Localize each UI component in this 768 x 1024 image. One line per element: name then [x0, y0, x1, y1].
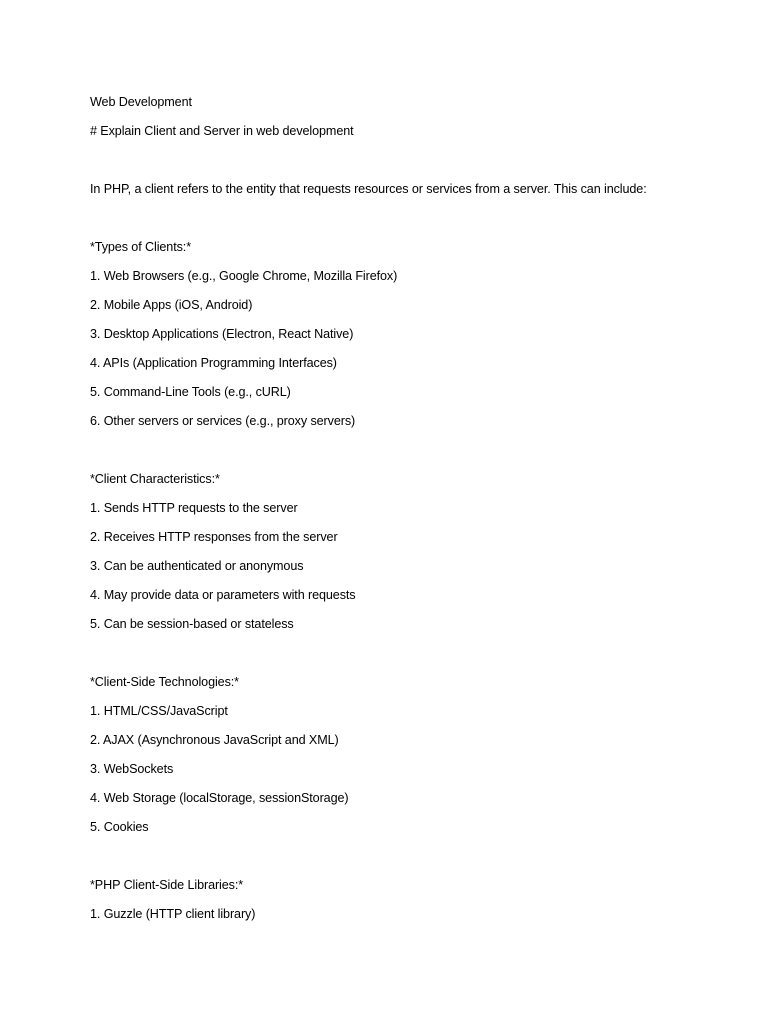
list-item: 5. Cookies [90, 820, 149, 834]
list-item: 5. Command-Line Tools (e.g., cURL) [90, 385, 291, 399]
list-item: 5. Can be session-based or stateless [90, 617, 294, 631]
list-item: 6. Other servers or services (e.g., proxy servers) [90, 414, 356, 428]
list-item: 1. Sends HTTP requests to the server [90, 501, 298, 515]
list-item: 3. Desktop Applications (Electron, React Native) [90, 327, 354, 341]
list-item: 2. AJAX (Asynchronous JavaScript and XML) [90, 733, 339, 747]
intro-paragraph: In PHP, a client refers to the entity that requests resources or services from a server. This can include: [90, 182, 647, 196]
section-heading-client-characteristics: *Client Characteristics:* [90, 472, 220, 486]
list-item: 3. WebSockets [90, 762, 174, 776]
list-item: 4. May provide data or parameters with requests [90, 588, 356, 602]
blank-line [90, 151, 710, 180]
section-heading-client-side-technologies: *Client-Side Technologies:* [90, 675, 239, 689]
list-item: 3. Can be authenticated or anonymous [90, 559, 304, 573]
document-title: Web Development [90, 95, 192, 109]
list-item: 4. Web Storage (localStorage, sessionStorage) [90, 791, 349, 805]
section-heading-php-client-side-libraries: *PHP Client-Side Libraries:* [90, 878, 244, 892]
list-item: 2. Receives HTTP responses from the server [90, 530, 338, 544]
list-item: 1. Guzzle (HTTP client library) [90, 907, 256, 921]
document-body [90, 93, 710, 934]
section-heading-types-of-clients: *Types of Clients:* [90, 240, 191, 254]
blank-line [90, 847, 710, 876]
list-item: 2. Mobile Apps (iOS, Android) [90, 298, 253, 312]
list-item: 4. APIs (Application Programming Interfaces) [90, 356, 337, 370]
blank-line [90, 644, 710, 673]
blank-line [90, 441, 710, 470]
list-item: 1. Web Browsers (e.g., Google Chrome, Mozilla Firefox) [90, 269, 398, 283]
question-line: # Explain Client and Server in web development [90, 124, 354, 138]
list-item: 1. HTML/CSS/JavaScript [90, 704, 228, 718]
blank-line [90, 209, 710, 238]
